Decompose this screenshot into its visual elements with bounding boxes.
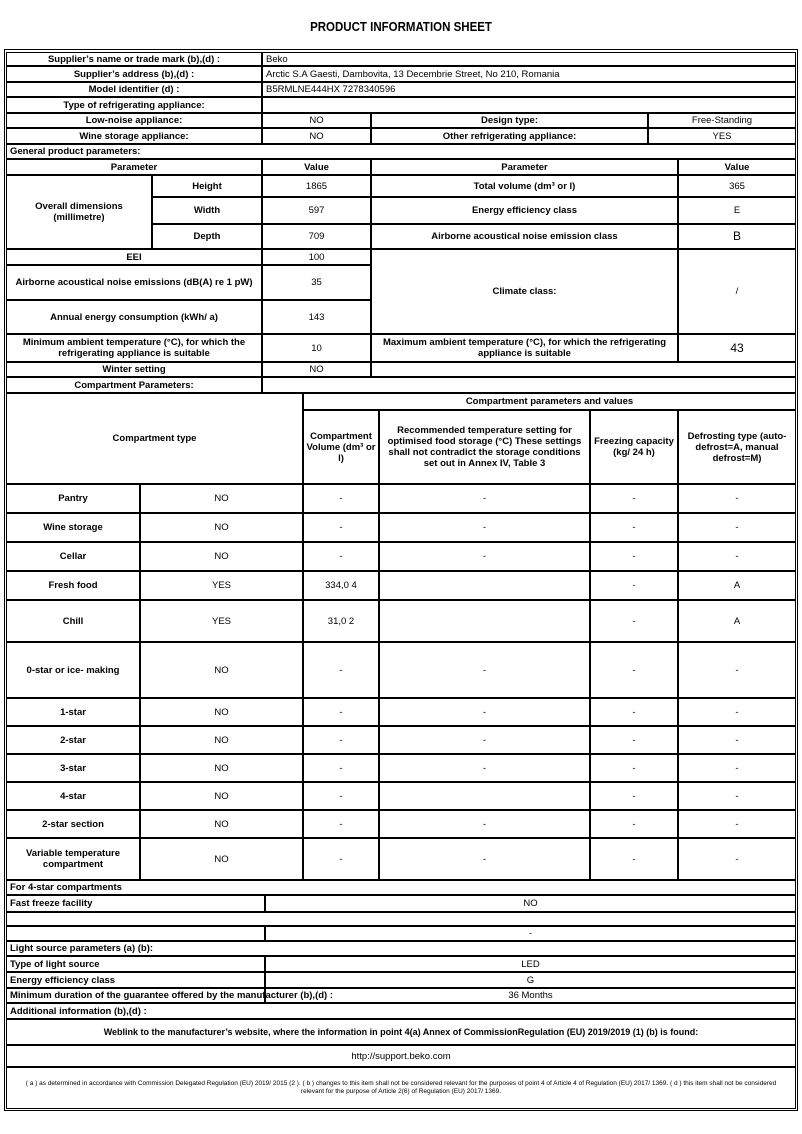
- compartment-cell-present: NO: [140, 726, 303, 754]
- compartment-cell-present: YES: [140, 571, 303, 600]
- noise-class-value: B: [678, 224, 796, 249]
- design-type-value: Free-Standing: [648, 113, 796, 128]
- compartment-cell-temp: [379, 600, 590, 642]
- compartment-cell-name: 0-star or ice- making: [6, 642, 140, 698]
- compartment-cell-volume: 334,0 4: [303, 571, 379, 600]
- guarantee-value: 36 Months: [265, 988, 796, 1003]
- compartment-cell-temp: -: [379, 698, 590, 726]
- compartment-cell-freezing: -: [590, 698, 678, 726]
- climate-class-label: Climate class:: [371, 249, 678, 334]
- compartment-cell-volume: -: [303, 838, 379, 880]
- defrosting-type-header: Defrosting type (auto-defrost=A, manual defrost=M): [678, 410, 796, 484]
- param-header-right: Parameter: [371, 159, 678, 175]
- fast-freeze-label: Fast freeze facility: [6, 895, 265, 912]
- eei-label: EEI: [6, 249, 262, 265]
- compartment-heading: Compartment Parameters:: [6, 377, 262, 393]
- overall-dimensions-label: Overall dimensions (millimetre): [6, 175, 152, 249]
- compartment-cell-name: 2-star section: [6, 810, 140, 838]
- volume-header: Compartment Volume (dm³ or l): [303, 410, 379, 484]
- compartment-cell-volume: -: [303, 810, 379, 838]
- compartment-cell-volume: -: [303, 782, 379, 810]
- appliance-type-blank: [262, 97, 796, 113]
- wine-appliance-value: NO: [262, 128, 371, 144]
- compartment-cell-present: NO: [140, 484, 303, 513]
- footnote: ( a ) as determined in accordance with Commission Delegated Regulation (EU) 2019/ 2015 (2 ). ( b ) changes to this item shall not be considered relevant for the purposes of point 4 of Article 4 of Regulation (EU) 2017/ 1369. ( d ) this item shall not be considered relevant for the purpose of Article 2(6) of Regulation (EU) 2017/ 1369.: [6, 1067, 796, 1109]
- compartment-cell-present: YES: [140, 600, 303, 642]
- design-type-label: Design type:: [371, 113, 648, 128]
- depth-label: Depth: [152, 224, 262, 249]
- compartment-cell-present: NO: [140, 542, 303, 571]
- model-value: B5RMLNE444HX 7278340596: [262, 82, 796, 97]
- compartment-cell-volume: -: [303, 542, 379, 571]
- compartment-cell-temp: -: [379, 542, 590, 571]
- compartment-cell-freezing: -: [590, 600, 678, 642]
- compartment-cell-present: NO: [140, 838, 303, 880]
- model-label: Model identifier (d) :: [6, 82, 262, 97]
- compartment-cell-name: 3-star: [6, 754, 140, 782]
- compartment-cell-present: NO: [140, 782, 303, 810]
- winter-setting-blank: [371, 362, 796, 377]
- max-temp-value: 43: [678, 334, 796, 362]
- param-header-left: Parameter: [6, 159, 262, 175]
- compartment-cell-defrost: -: [678, 513, 796, 542]
- unnamed-row-label: [6, 926, 265, 941]
- compartment-cell-freezing: -: [590, 754, 678, 782]
- compartment-cell-temp: -: [379, 484, 590, 513]
- max-temp-label: Maximum ambient temperature (°C), for which the refrigerating appliance is suitable: [371, 334, 678, 362]
- compartment-cell-present: NO: [140, 754, 303, 782]
- supplier-name-value: Beko: [262, 52, 796, 66]
- height-value: 1865: [262, 175, 371, 197]
- light-energy-value: G: [265, 972, 796, 988]
- light-heading: Light source parameters (a) (b):: [6, 941, 796, 956]
- support-link[interactable]: http://support.beko.com: [6, 1045, 796, 1067]
- min-temp-label: Minimum ambient temperature (°C), for which the refrigerating appliance is suitable: [6, 334, 262, 362]
- compartment-cell-present: NO: [140, 698, 303, 726]
- compartment-cell-defrost: -: [678, 810, 796, 838]
- annual-energy-value: 143: [262, 300, 371, 334]
- eei-value: 100: [262, 249, 371, 265]
- energy-class-value: E: [678, 197, 796, 224]
- other-appliance-value: YES: [648, 128, 796, 144]
- winter-setting-label: Winter setting: [6, 362, 262, 377]
- depth-value: 709: [262, 224, 371, 249]
- light-energy-label: Energy efficiency class: [6, 972, 265, 988]
- height-label: Height: [152, 175, 262, 197]
- value-header-right: Value: [678, 159, 796, 175]
- width-value: 597: [262, 197, 371, 224]
- compartment-cell-defrost: -: [678, 754, 796, 782]
- light-type-label: Type of light source: [6, 956, 265, 972]
- compartment-cell-defrost: -: [678, 642, 796, 698]
- compartment-cell-freezing: -: [590, 484, 678, 513]
- compartment-cell-temp: -: [379, 642, 590, 698]
- compartment-cell-name: Wine storage: [6, 513, 140, 542]
- total-volume-value: 365: [678, 175, 796, 197]
- compartment-cell-volume: 31,0 2: [303, 600, 379, 642]
- other-appliance-label: Other refrigerating appliance:: [371, 128, 648, 144]
- compartment-cell-volume: -: [303, 754, 379, 782]
- fast-freeze-value: NO: [265, 895, 796, 912]
- general-heading: General product parameters:: [6, 144, 796, 159]
- compartment-cell-temp: -: [379, 726, 590, 754]
- supplier-name-label: Supplier’s name or trade mark (b),(d) :: [6, 52, 262, 66]
- compartment-cell-name: Chill: [6, 600, 140, 642]
- value-header-left: Value: [262, 159, 371, 175]
- compartment-cell-name: Cellar: [6, 542, 140, 571]
- annual-energy-label: Annual energy consumption (kWh/ a): [6, 300, 262, 334]
- noise-emission-label: Airborne acoustical noise emissions (dB(A) re 1 pW): [6, 265, 262, 300]
- freezing-capacity-header: Freezing capacity (kg/ 24 h): [590, 410, 678, 484]
- min-temp-value: 10: [262, 334, 371, 362]
- compartment-cell-temp: -: [379, 810, 590, 838]
- low-noise-value: NO: [262, 113, 371, 128]
- compartment-cell-freezing: -: [590, 571, 678, 600]
- compartment-params-header: Compartment parameters and values: [303, 393, 796, 410]
- light-type-value: LED: [265, 956, 796, 972]
- compartment-cell-freezing: -: [590, 782, 678, 810]
- compartment-cell-temp: -: [379, 838, 590, 880]
- compartment-cell-present: NO: [140, 810, 303, 838]
- compartment-cell-freezing: -: [590, 542, 678, 571]
- compartment-cell-present: NO: [140, 513, 303, 542]
- compartment-cell-freezing: -: [590, 838, 678, 880]
- compartment-cell-volume: -: [303, 642, 379, 698]
- spacer-row: [6, 912, 796, 926]
- low-noise-label: Low-noise appliance:: [6, 113, 262, 128]
- noise-class-label: Airborne acoustical noise emission class: [371, 224, 678, 249]
- compartment-cell-name: 4-star: [6, 782, 140, 810]
- compartment-cell-name: Fresh food: [6, 571, 140, 600]
- compartment-cell-freezing: -: [590, 726, 678, 754]
- width-label: Width: [152, 197, 262, 224]
- additional-info-label: Additional information (b),(d) :: [6, 1003, 796, 1019]
- compartment-cell-freezing: -: [590, 810, 678, 838]
- compartment-cell-temp: -: [379, 513, 590, 542]
- compartment-cell-temp: -: [379, 754, 590, 782]
- compartment-cell-defrost: A: [678, 600, 796, 642]
- supplier-address-value: Arctic S.A Gaesti, Dambovita, 13 Decembrie Street, No 210, Romania: [262, 66, 796, 82]
- guarantee-label: Minimum duration of the guarantee offered by the manufacturer (b),(d) :: [6, 988, 265, 1003]
- energy-class-label: Energy efficiency class: [371, 197, 678, 224]
- compartment-cell-volume: -: [303, 726, 379, 754]
- compartment-cell-temp: [379, 782, 590, 810]
- compartment-cell-freezing: -: [590, 513, 678, 542]
- compartment-cell-defrost: -: [678, 838, 796, 880]
- appliance-type-heading: Type of refrigerating appliance:: [6, 97, 262, 113]
- winter-setting-value: NO: [262, 362, 371, 377]
- compartment-cell-present: NO: [140, 642, 303, 698]
- total-volume-label: Total volume (dm³ or l): [371, 175, 678, 197]
- compartment-cell-volume: -: [303, 484, 379, 513]
- compartment-cell-name: Variable temperature compartment: [6, 838, 140, 880]
- supplier-address-label: Supplier’s address (b),(d) :: [6, 66, 262, 82]
- compartment-cell-defrost: A: [678, 571, 796, 600]
- climate-class-value: /: [678, 249, 796, 334]
- compartment-cell-temp: [379, 571, 590, 600]
- compartment-cell-defrost: -: [678, 726, 796, 754]
- wine-appliance-label: Wine storage appliance:: [6, 128, 262, 144]
- compartment-cell-name: Pantry: [6, 484, 140, 513]
- compartment-cell-name: 2-star: [6, 726, 140, 754]
- compartment-cell-defrost: -: [678, 484, 796, 513]
- temperature-header: Recommended temperature setting for optimised food storage (°C) These settings shall not contradict the storage conditions set out in Annex IV, Table 3: [379, 410, 590, 484]
- page-title: PRODUCT INFORMATION SHEET: [310, 20, 492, 34]
- weblink-text: Weblink to the manufacturer’s website, where the information in point 4(a) Annex of CommissionRegulation (EU) 2019/2019 (1) (b) is found:: [6, 1019, 796, 1045]
- compartment-cell-defrost: -: [678, 542, 796, 571]
- compartment-cell-freezing: -: [590, 642, 678, 698]
- unnamed-row-value: -: [265, 926, 796, 941]
- compartment-cell-name: 1-star: [6, 698, 140, 726]
- compartment-cell-volume: -: [303, 513, 379, 542]
- four-star-heading: For 4-star compartments: [6, 880, 796, 895]
- compartment-cell-defrost: -: [678, 782, 796, 810]
- compartment-cell-defrost: -: [678, 698, 796, 726]
- compartment-type-header: Compartment type: [6, 393, 303, 484]
- compartment-heading-blank: [262, 377, 796, 393]
- compartment-cell-volume: -: [303, 698, 379, 726]
- noise-emission-value: 35: [262, 265, 371, 300]
